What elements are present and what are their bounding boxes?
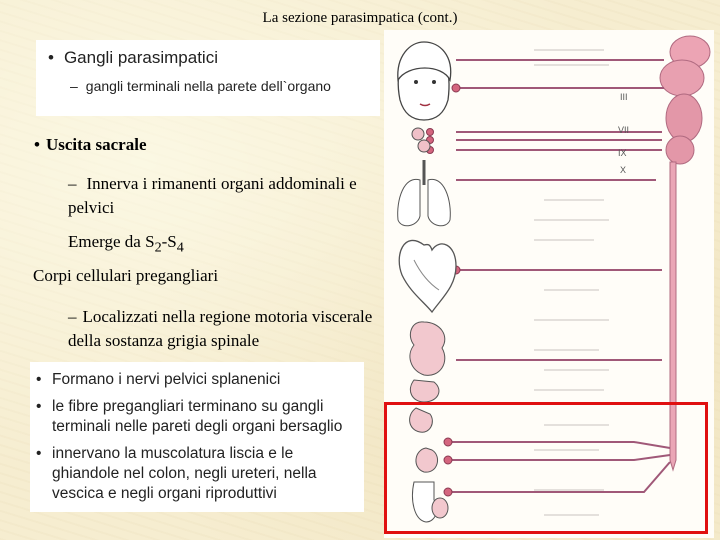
slide-title: La sezione parasimpatica (cont.) — [262, 10, 458, 26]
localizzati-point — [68, 305, 378, 353]
sacral-heading — [34, 135, 147, 155]
dash: – — [68, 174, 77, 193]
intestines-icon — [410, 322, 445, 402]
sacral-heading-text: Uscita sacrale — [45, 135, 147, 154]
bullet: • — [36, 371, 42, 388]
nerve-label-ix: IX — [618, 148, 627, 158]
bullet: • — [48, 48, 54, 67]
emerge-mid: -S — [161, 232, 177, 251]
list-item-text: Formano i nervi pelvici splanenici — [52, 371, 281, 388]
list-item — [36, 444, 356, 504]
head-icon — [398, 42, 451, 120]
emerge-sub-2: 2 — [154, 239, 162, 256]
bullet: • — [34, 135, 40, 154]
pelvic-nerves-box — [30, 362, 364, 512]
emerge-prefix: Emerge da S — [68, 232, 155, 251]
dash: – — [68, 307, 77, 326]
dash: – — [70, 78, 78, 94]
bullet: • — [36, 398, 42, 415]
nerve-label-vii: VII — [618, 125, 630, 135]
localizzati-text: Localizzati nella regione motoria viscerale della sostanza grigia spinale — [68, 307, 373, 350]
nerve-label-x: X — [620, 165, 627, 175]
list-item — [36, 370, 280, 390]
highlight-frame — [384, 402, 708, 534]
innerva-text: Innerva i rimanenti organi addominali e pelvici — [68, 174, 357, 217]
bullet: • — [36, 445, 42, 462]
gangli-terminal-text: gangli terminali nella parete dell`organo — [85, 78, 331, 94]
innerva-point — [68, 172, 368, 220]
nerve-label-iii: III — [620, 92, 628, 102]
list-item-text: le fibre pregangliari terminano su gangli terminali nelle pareti degli organi bersaglio — [52, 398, 343, 435]
corpi-heading: Corpi cellulari pregangliari — [33, 266, 219, 285]
emerge-sub-4: 4 — [176, 239, 184, 256]
gangli-info-box — [36, 40, 380, 116]
emerge-point — [68, 232, 184, 256]
list-item — [36, 397, 366, 437]
gangli-bullet-line — [48, 48, 218, 68]
gangli-heading: Gangli parasimpatici — [63, 48, 218, 67]
list-item-text: innervano la muscolatura liscia e le ghiandole nel colon, negli ureteri, nella vescica e negli organi riproduttivi — [52, 445, 317, 502]
gangli-subline — [70, 78, 331, 94]
